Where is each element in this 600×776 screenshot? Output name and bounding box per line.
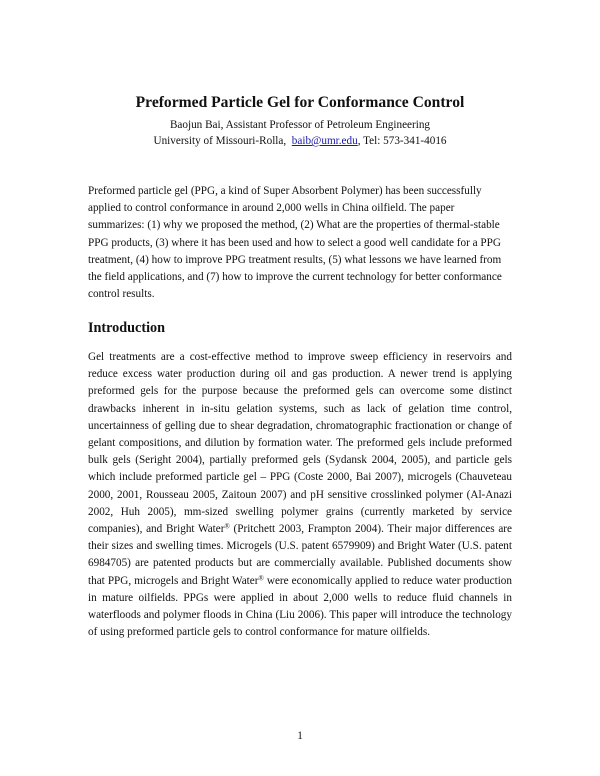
author-line: Baojun Bai, Assistant Professor of Petroleum Engineering: [169, 119, 431, 131]
phone-text: , Tel: 573-341-4016: [357, 135, 447, 147]
affiliation-line: [0, 133, 600, 149]
paper-title: Preformed Particle Gel for Conformance Control: [135, 94, 465, 111]
registered-mark: ®: [258, 574, 264, 583]
page-number: 1: [297, 730, 303, 742]
affiliation-text: University of Missouri-Rolla,: [153, 135, 287, 147]
intro-text-1: Gel treatments are a cost-effective method to improve sweep efficiency in reservoirs and reduce excess water production during oil and gas production. A newer trend is applying preformed gels for the purpose because the preformed gels can overcome some distinct drawbacks inherent in in-situ gelation systems, such as lack of gelation time control, uncertainness of gelling due to shear degradation, chromatographic fractionation or change of gelant compositions, and dilution by formation water. The preformed gels include preformed bulk gels (Seright 2004), partially preformed gels (Sydansk 2004, 2005), and particle gels which include preformed particle gel – PPG (Coste 2000, Bai 2007), microgels (Chauveteau 2000, 2001, Rousseau 2005, Zaitoun 2007) and pH sensitive crosslinked polymer (Al-Anazi 2002, Huh 2005), mm-sized swelling polymer grains (currently marketed by service companies), and Bright Water: [88, 351, 512, 536]
section-heading-introduction: Introduction: [88, 320, 165, 336]
email-link[interactable]: baib@umr.edu: [291, 135, 358, 147]
abstract-paragraph: Preformed particle gel (PPG, a kind of Super Absorbent Polymer) has been successfully applied to control conformance in around 2,000 wells in China oilfield. The paper summarizes: (1) why we proposed the method, (2) What are the properties of thermal-stable PPG products, (3) where it has been used and how to select a good well candidate for a PPG treatment, (4) how to improve PPG treatment results, (5) what lessons we have learned from the field applications, and (7) how to improve the current technology for better conformance control results.: [88, 185, 502, 301]
intro-text-2: (Pritchett 2003, Frampton 2004). Their major differences are their sizes and swelling times. Microgels (U.S. patent 6579909) and Bright Water (U.S. patent 6984705) are patented products but are commercially available. Published documents show that PPG, microgels and Bright Water: [88, 523, 512, 587]
author-block: [0, 117, 600, 149]
introduction-paragraph: [88, 349, 512, 641]
intro-text-3: were economically applied to reduce water production in mature oilfields. PPGs were applied in about 2,000 wells to reduce fluid channels in waterfloods and polymer floods in China (Liu 2006). This paper will introduce the technology of using preformed particle gels to control conformance for mature oilfields.: [88, 574, 512, 639]
registered-mark: ®: [224, 522, 230, 531]
